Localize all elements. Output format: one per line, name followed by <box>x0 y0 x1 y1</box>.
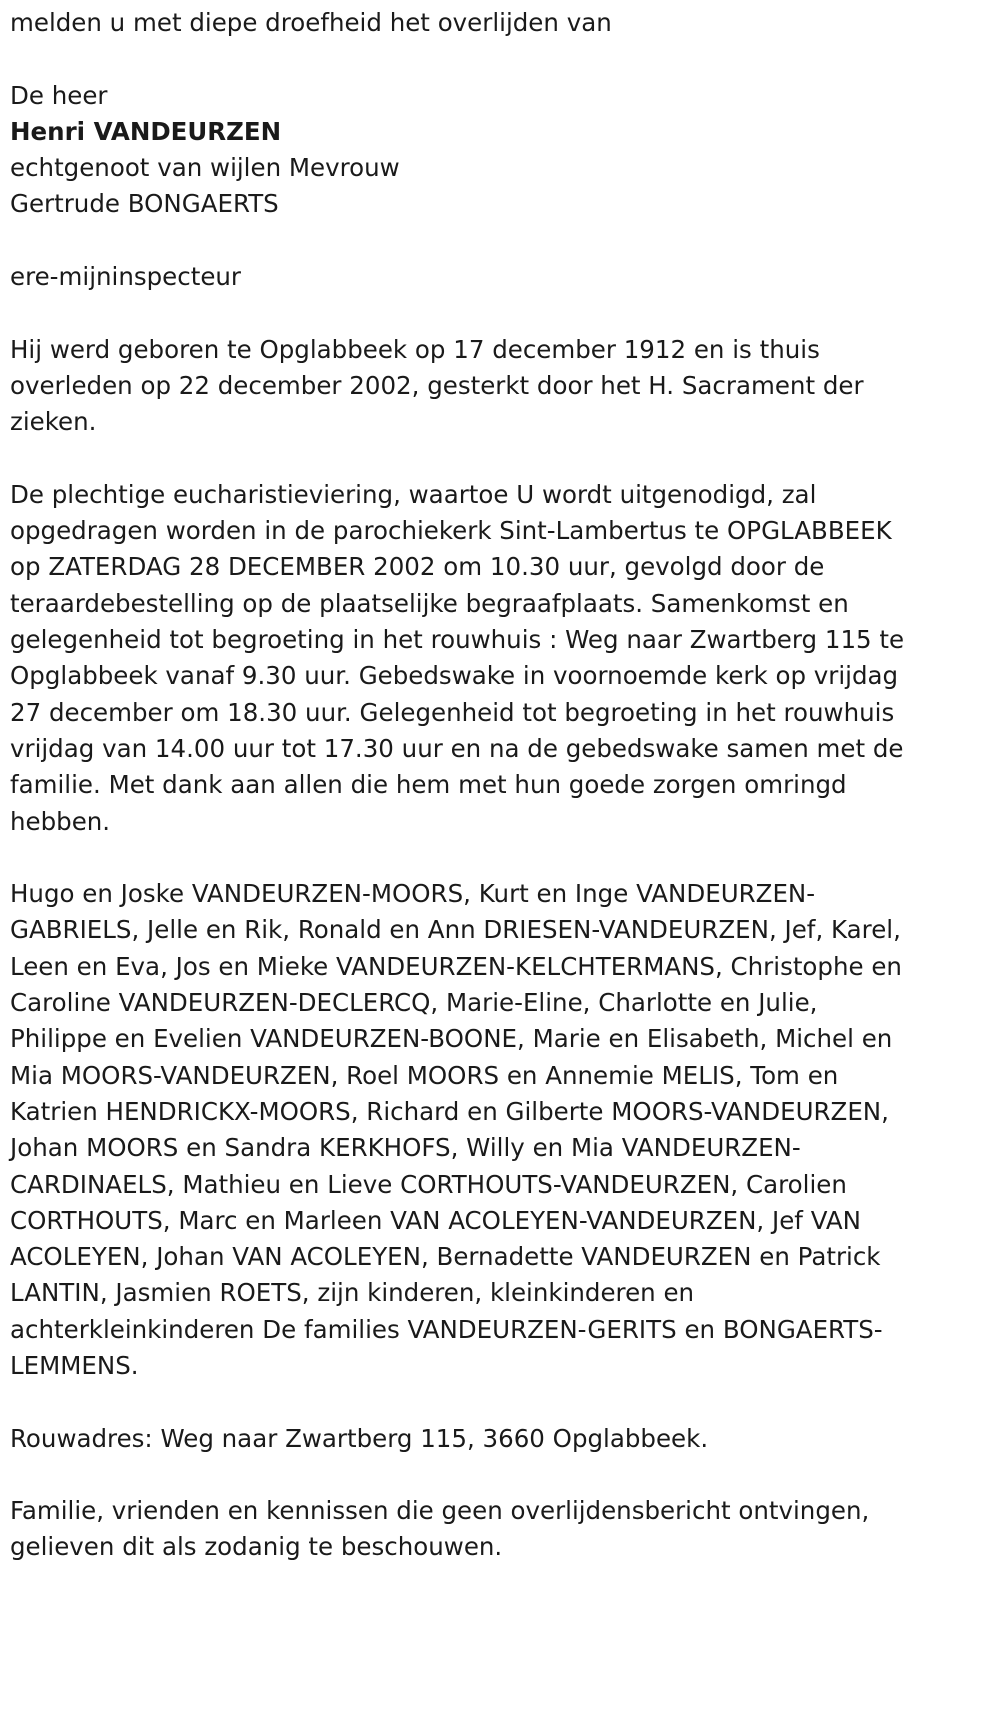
deceased-title: ere-mijninspecteur <box>10 262 242 292</box>
spacer <box>10 1384 994 1420</box>
mourning-address: Rouwadres: Weg naar Zwartberg 115, 3660 Opglabbeek. <box>10 1423 709 1453</box>
ceremony-paragraph: De plechtige eucharistieviering, waartoe U wordt uitgenodigd, zal opgedragen worden in de parochiekerk Sint-Lambertus te OPGLABBEEK op ZATERDAG 28 DECEMBER 2002 om 10.30 uur, gevolgd door de teraardebestelling op de plaatselijke begraafplaats. Samenkomst en gelegenheid tot begroeting in het rouwhuis : Weg naar Zwartberg 115 te Opglabbeek vanaf 9.30 uur. Gebedswake in voornoemde kerk op vrijdag 27 december om 18.30 uur. Gelegenheid tot begroeting in het rouwhuis vrijdag van 14.00 uur tot 17.30 uur en na de gebedswake samen met de familie. Met dank aan allen die hem met hun goede zorgen omringd hebben. <box>10 479 905 836</box>
spacer <box>10 41 994 77</box>
salutation: De heer <box>10 80 108 110</box>
closing-paragraph: Familie, vrienden en kennissen die geen overlijdensbericht ontvingen, gelieven dit als zodanig te beschouwen. <box>10 1496 870 1562</box>
birth-death-paragraph: Hij werd geboren te Opglabbeek op 17 december 1912 en is thuis overleden op 22 december 2002, gesterkt door het H. Sacrament der zieken. <box>10 334 864 437</box>
spacer <box>10 1457 994 1493</box>
spacer <box>10 295 994 331</box>
death-notice <box>10 5 994 1566</box>
family-paragraph: Hugo en Joske VANDEURZEN-MOORS, Kurt en Inge VANDEURZEN-GABRIELS, Jelle en Rik, Ronald en Ann DRIESEN-VANDEURZEN, Jef, Karel, Leen en Eva, Jos en Mieke VANDEURZEN-KELCHTERMANS, Christophe en Caroline VANDEURZEN-DECLERCQ, Marie-Eline, Charlotte en Julie, Philippe en Evelien VANDEURZEN-BOONE, Marie en Elisabeth, Michel en Mia MOORS-VANDEURZEN, Roel MOORS en Annemie MELIS, Tom en Katrien HENDRICKX-MOORS, Richard en Gilberte MOORS-VANDEURZEN, Johan MOORS en Sandra KERKHOFS, Willy en Mia VANDEURZEN-CARDINAELS, Mathieu en Lieve CORTHOUTS-VANDEURZEN, Carolien CORTHOUTS, Marc en Marleen VAN ACOLEYEN-VANDEURZEN, Jef VAN ACOLEYEN, Johan VAN ACOLEYEN, Bernadette VANDEURZEN en Patrick LANTIN, Jasmien ROETS, zijn kinderen, kleinkinderen en achterkleinkinderen De families VANDEURZEN-GERITS en BONGAERTS-LEMMENS. <box>10 879 902 1380</box>
spacer <box>10 223 994 259</box>
spacer <box>10 840 994 876</box>
spouse-line-1: echtgenoot van wijlen Mevrouw <box>10 153 400 183</box>
deceased-name: Henri VANDEURZEN <box>10 116 282 146</box>
spacer <box>10 441 994 477</box>
spouse-line-2: Gertrude BONGAERTS <box>10 189 279 219</box>
intro-text: melden u met diepe droefheid het overlijden van <box>10 8 612 37</box>
